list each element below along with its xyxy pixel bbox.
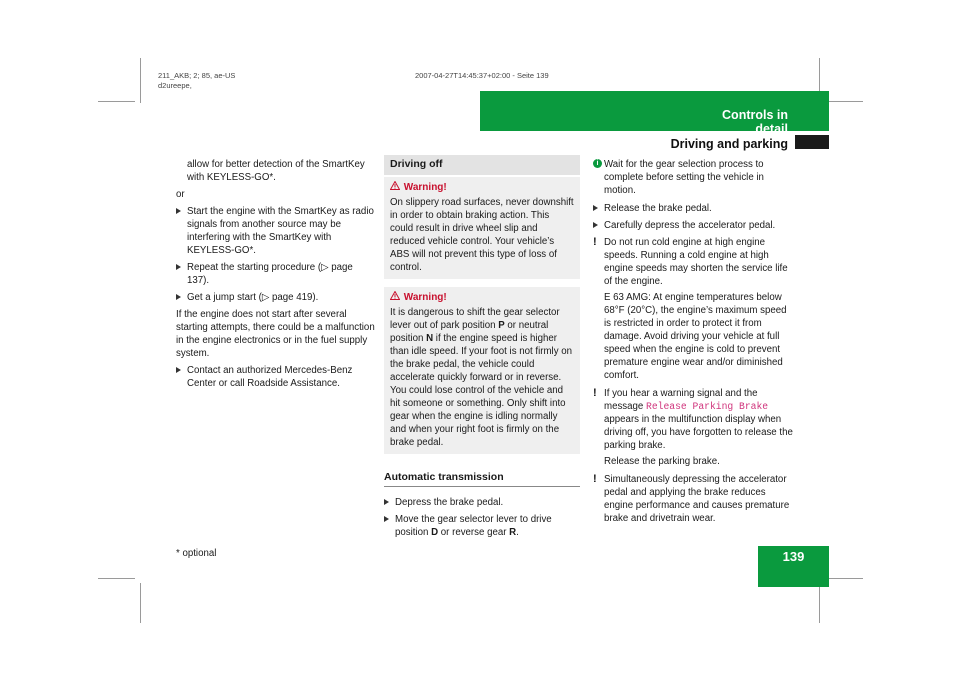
crop-mark	[826, 101, 863, 102]
arrow-icon	[593, 222, 598, 228]
left-column	[176, 158, 376, 394]
list-item: Move the gear selector lever to drive position D or reverse gear R.	[384, 513, 580, 539]
footnote: * optional	[176, 548, 217, 559]
header-marker	[795, 135, 829, 149]
arrow-icon	[176, 367, 181, 373]
warning-box	[384, 287, 580, 454]
meta-timestamp: 2007-04-27T14:45:37+02:00 - Seite 139	[415, 71, 549, 80]
warning-box	[384, 177, 580, 279]
warning-title: Warning!	[390, 291, 574, 304]
caution-note: ! Simultaneously depressing the accelerator pedal and applying the brake reduces engine performance and causes premature brake and drivetrain wear.	[593, 473, 790, 524]
arrow-icon	[176, 294, 181, 300]
right-column	[593, 158, 793, 530]
crop-mark	[826, 578, 863, 579]
info-note: i Wait for the gear selection process to complete before setting the vehicle in motion.	[593, 158, 793, 197]
list-item: Contact an authorized Mercedes-Benz Center or call Roadside Assistance.	[176, 364, 376, 390]
left-or: or	[176, 189, 185, 200]
list-item: Repeat the starting procedure (▷ page 137).	[176, 261, 376, 287]
caution-note: ! If you hear a warning signal and the message Release Parking Brake appears in the multifunction display when driving off, you have forgotten to release the parking brake. Release the parking brake.	[593, 387, 793, 467]
arrow-icon	[384, 516, 389, 522]
meta-line1: 211_AKB; 2; 85, ae-US	[158, 71, 236, 80]
list-item: Depress the brake pedal.	[384, 496, 580, 509]
meta-line2: d2ureepe,	[158, 81, 192, 90]
warning-text: On slippery road surfaces, never downshift in order to obtain braking action. This could result in drive wheel slip and reduced vehicle control. Your vehicle’s ABS will not prevent this type of loss of control.	[390, 197, 574, 273]
heading-automatic-transmission: Automatic transmission	[384, 471, 580, 487]
display-message: Release Parking Brake	[646, 401, 769, 412]
info-icon: i	[593, 159, 602, 168]
header-subtitle: Driving and parking	[670, 137, 788, 151]
exclamation-icon: !	[593, 236, 597, 248]
left-paragraph: If the engine does not start after several starting attempts, there could be a malfunction in the engine electronics or in the fuel supply system.	[176, 309, 375, 359]
header-title: Controls in detail	[722, 108, 788, 136]
warning-triangle-icon	[390, 291, 401, 304]
middle-column	[384, 155, 580, 543]
print-meta	[158, 71, 235, 91]
list-item: Start the engine with the SmartKey as radio signals from another source may be interfering with the SmartKey with KEYLESS-GO*.	[176, 205, 376, 257]
warning-triangle-icon	[390, 181, 401, 194]
arrow-icon	[384, 499, 389, 505]
warning-title: Warning!	[390, 181, 574, 194]
crop-mark	[140, 583, 141, 623]
list-item: Get a jump start (▷ page 419).	[176, 291, 376, 304]
list-item: Carefully depress the accelerator pedal.	[593, 219, 793, 232]
left-intro: allow for better detection of the SmartKey with KEYLESS-GO*.	[187, 159, 365, 183]
arrow-icon	[176, 264, 181, 270]
exclamation-icon: !	[593, 473, 597, 485]
arrow-icon	[593, 205, 598, 211]
page-number: 139	[782, 549, 805, 564]
crop-mark	[98, 101, 135, 102]
warning-text: It is dangerous to shift the gear selector lever out of park position P or neutral position N if the engine speed is higher than idle speed. If your foot is not firmly on the brake pedal, the vehicle could accelerate quickly forward or in reverse. You could lose control of the vehicle and hit someone or something. Only shift into gear when the engine is idling normally and when your right foot is firmly on the brake pedal.	[390, 307, 573, 448]
caution-note: ! Do not run cold engine at high engine speeds. Running a cold engine at high engine speeds may shorten the service life of the engine. E 63 AMG: At engine temperatures below 68°F (20°C), the engine’s maximum speed is restricted in order to protect it from damage. Avoid driving your vehicle at full speed when the engine is cold to prevent premature engine wear and/or diminished comfort.	[593, 236, 788, 381]
exclamation-icon: !	[593, 387, 597, 399]
list-item: Release the brake pedal.	[593, 202, 793, 215]
section-title-driving-off: Driving off	[384, 155, 580, 175]
crop-mark	[819, 583, 820, 623]
arrow-icon	[176, 208, 181, 214]
crop-mark	[140, 58, 141, 103]
crop-mark	[98, 578, 135, 579]
